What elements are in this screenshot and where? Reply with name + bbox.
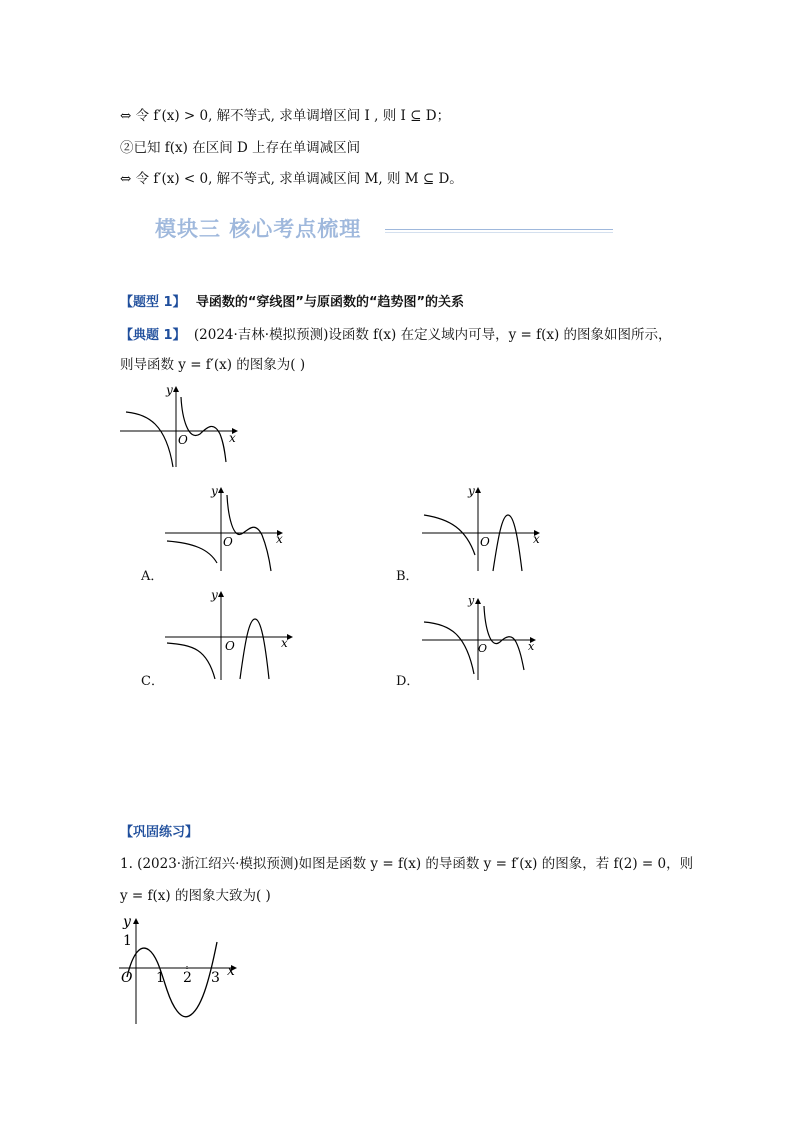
y-axis-arrow <box>218 487 224 493</box>
x-label: x <box>281 636 288 650</box>
origin-label: O <box>223 535 233 549</box>
x-label: x <box>276 532 283 546</box>
section-rule <box>385 229 613 230</box>
text-line-1: ⇔ 令 f′(x) > 0, 解不等式, 求单调增区间 I , 则 I ⊆ D； <box>120 108 451 124</box>
example-line-1 <box>120 323 672 343</box>
y-axis-arrow <box>133 918 139 924</box>
section-title: 模块三 核心考点梳理 <box>155 217 362 241</box>
y-label: y <box>211 484 218 498</box>
origin-label: O <box>225 639 235 653</box>
y-label: y <box>468 484 475 498</box>
figure-f-prime <box>117 912 257 1027</box>
x-tick-1: 1 <box>156 970 165 986</box>
curve-right-hump <box>240 619 269 679</box>
origin-label: O <box>178 433 188 447</box>
topic-line <box>120 291 464 310</box>
derivative-curve <box>127 942 217 1017</box>
y-axis-arrow <box>475 598 481 604</box>
y-axis-arrow <box>173 386 179 392</box>
section-rule-shadow <box>385 232 613 233</box>
practice-q1-line-2: y = f(x) 的图象大致为( ) <box>120 888 271 904</box>
curve-left-branch <box>424 622 474 674</box>
curve-right-hump <box>493 515 522 571</box>
option-a-label[interactable]: A． <box>141 569 164 584</box>
origin-label: O <box>480 535 490 549</box>
x-label: x <box>528 640 535 653</box>
topic-tag: 【题型 1】 <box>120 295 186 310</box>
topic-text: 导函数的“穿线图”与原函数的“趋势图”的关系 <box>195 295 465 310</box>
x-axis-arrow <box>287 634 293 640</box>
y-axis-arrow <box>218 591 224 597</box>
text-line-3: ⇔ 令 f′(x) < 0, 解不等式, 求单调减区间 M, 则 M ⊆ D。 <box>120 171 463 187</box>
y-tick-1: 1 <box>123 933 132 949</box>
example-line-2: 则导函数 y = f′(x) 的图象为( ) <box>120 357 306 373</box>
y-label: y <box>468 594 475 607</box>
example-text-1: (2024·吉林·模拟预测)设函数 f(x) 在定义域内可导，y = f(x) 的图象如图所示， <box>193 327 672 343</box>
origin-label: O <box>121 970 133 986</box>
origin-label: O <box>478 642 488 655</box>
practice-heading <box>120 821 198 840</box>
option-b-label[interactable]: B． <box>396 569 419 584</box>
y-axis-arrow <box>475 487 481 493</box>
curve-left-branch <box>424 515 475 555</box>
curve-left-branch <box>167 541 217 563</box>
y-label: y <box>123 914 131 930</box>
option-b-graph[interactable] <box>420 483 550 573</box>
example-tag: 【典题 1】 <box>120 328 186 343</box>
figure-f <box>118 382 248 472</box>
option-d-graph[interactable] <box>420 594 550 684</box>
option-c-graph[interactable] <box>163 587 293 682</box>
x-label: x <box>227 963 235 979</box>
y-label: y <box>166 383 173 397</box>
practice-q1-line-1: 1. (2023·浙江绍兴·模拟预测)如图是函数 y = f(x) 的导函数 y = f′(x) 的图象，若 f(2) = 0，则 <box>120 856 694 872</box>
y-label: y <box>211 588 218 602</box>
curve-right-branch <box>484 606 524 670</box>
curve-left-branch <box>167 643 215 679</box>
option-c-label[interactable]: C． <box>141 674 164 689</box>
x-tick-2: 2 <box>183 970 192 986</box>
option-a-graph[interactable] <box>163 483 293 573</box>
curve-right-branch <box>181 397 226 462</box>
x-label: x <box>229 431 236 445</box>
x-tick-3: 3 <box>211 970 220 986</box>
x-label: x <box>533 532 540 546</box>
text-line-2: ②已知 f(x) 在区间 D 上存在单调减区间 <box>120 140 361 156</box>
curve-left-branch <box>126 412 173 467</box>
option-d-label[interactable]: D． <box>396 674 420 689</box>
practice-tag: 【巩固练习】 <box>120 825 199 840</box>
